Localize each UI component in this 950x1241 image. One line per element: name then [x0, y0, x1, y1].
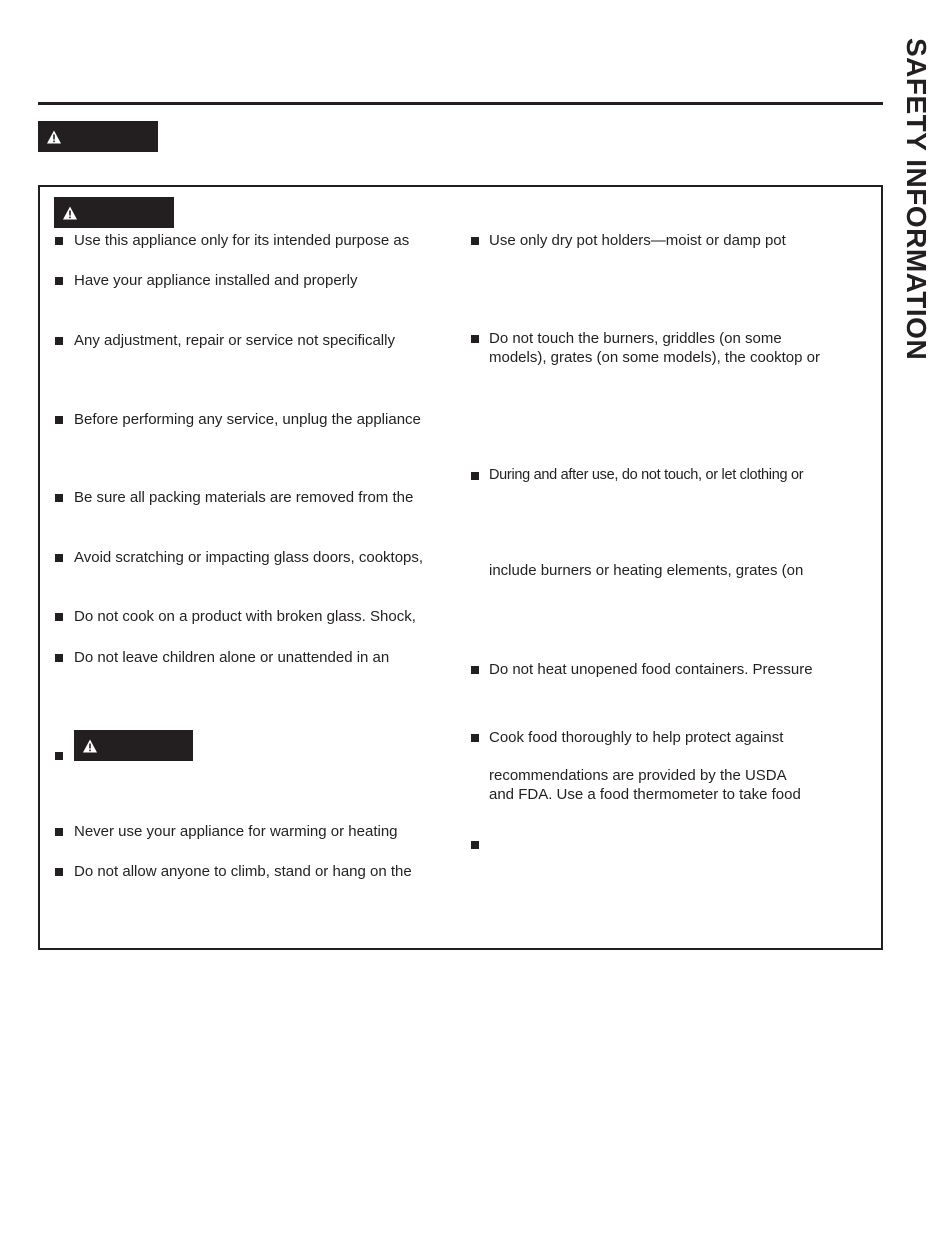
- square-bullet-icon: [471, 237, 479, 245]
- square-bullet-icon: [55, 494, 63, 502]
- warning-triangle-icon: [46, 129, 62, 145]
- left-item: Any adjustment, repair or service not specifically: [74, 332, 395, 349]
- right-item: Use only dry pot holders—moist or damp pot: [489, 232, 786, 249]
- left-item: Use this appliance only for its intended purpose as: [74, 232, 410, 249]
- square-bullet-icon: [471, 666, 479, 674]
- left-item: Avoid scratching or impacting glass doors, cooktops,: [74, 549, 424, 566]
- inline-warning-label: [74, 730, 193, 761]
- square-bullet-icon: [55, 654, 63, 662]
- square-bullet-icon: [55, 868, 63, 876]
- right-item: During and after use, do not touch, or let clothing or: [489, 467, 804, 483]
- box-warning-label: [54, 197, 174, 228]
- left-item: Never use your appliance for warming or heating: [74, 823, 398, 840]
- square-bullet-icon: [471, 841, 479, 849]
- left-item: Have your appliance installed and properly: [74, 272, 358, 289]
- square-bullet-icon: [55, 752, 63, 760]
- square-bullet-icon: [471, 734, 479, 742]
- square-bullet-icon: [55, 237, 63, 245]
- square-bullet-icon: [471, 472, 479, 480]
- left-item: Do not cook on a product with broken glass. Shock,: [74, 608, 416, 625]
- square-bullet-icon: [55, 337, 63, 345]
- right-item-continuation: include burners or heating elements, grates (on: [489, 562, 804, 579]
- header-warning-label: [38, 121, 158, 152]
- right-item: Do not touch the burners, griddles (on some: [489, 330, 782, 347]
- right-item-continuation: models), grates (on some models), the cooktop or: [489, 349, 820, 366]
- left-item: Do not leave children alone or unattended in an: [74, 649, 390, 666]
- right-item-continuation: recommendations are provided by the USDA: [489, 767, 787, 784]
- sidebar-section-title: SAFETY INFORMATION: [901, 38, 932, 361]
- square-bullet-icon: [55, 554, 63, 562]
- left-item: Before performing any service, unplug the appliance: [74, 411, 421, 428]
- square-bullet-icon: [55, 828, 63, 836]
- left-item: Be sure all packing materials are removed from the: [74, 489, 414, 506]
- warning-triangle-icon: [62, 205, 78, 221]
- left-item: Do not allow anyone to climb, stand or hang on the: [74, 863, 412, 880]
- right-item: Do not heat unopened food containers. Pressure: [489, 661, 813, 678]
- right-item: Cook food thoroughly to help protect against: [489, 729, 784, 746]
- square-bullet-icon: [55, 277, 63, 285]
- square-bullet-icon: [55, 416, 63, 424]
- square-bullet-icon: [55, 613, 63, 621]
- warning-triangle-icon: [82, 738, 98, 754]
- header-rule: [38, 102, 883, 105]
- square-bullet-icon: [471, 335, 479, 343]
- right-item-continuation: and FDA. Use a food thermometer to take food: [489, 786, 801, 803]
